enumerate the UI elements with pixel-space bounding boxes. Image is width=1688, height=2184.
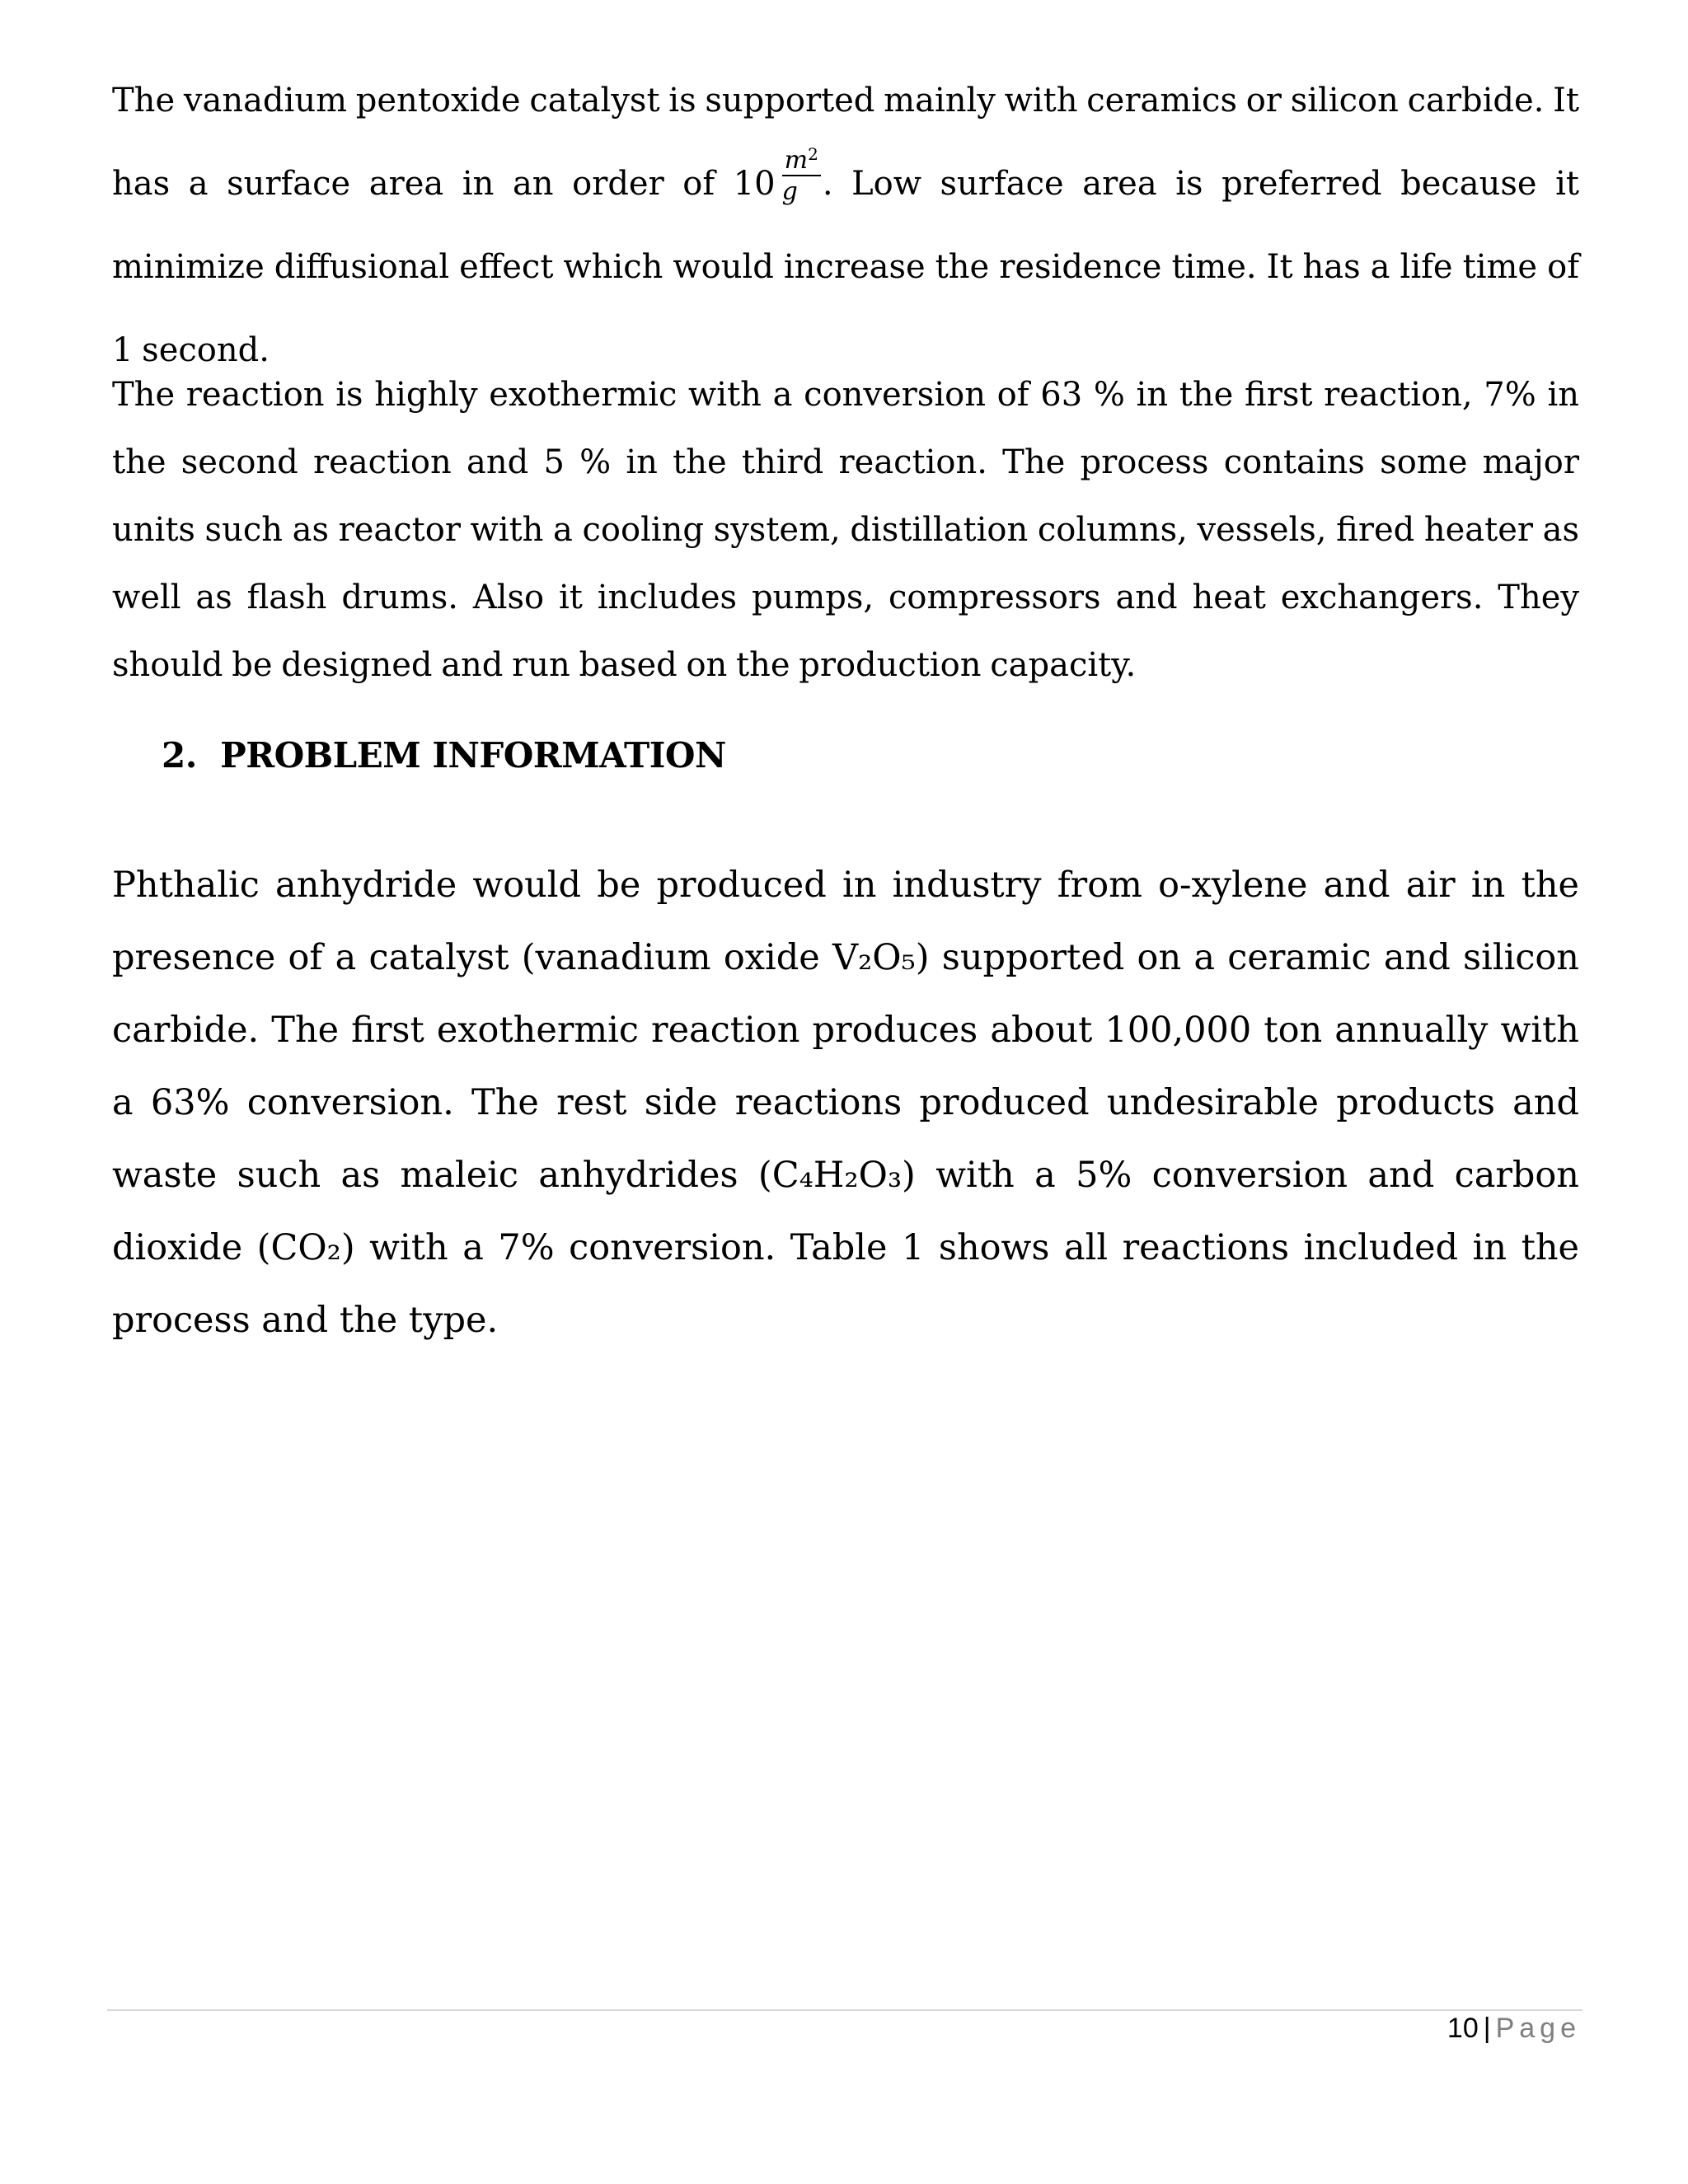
section-title: PROBLEM INFORMATION	[220, 735, 726, 776]
footer-divider	[107, 2009, 1582, 2011]
section-number: 2.	[162, 735, 197, 776]
paragraph-reaction: The reaction is highly exothermic with a conversion of 63 % in the first reaction, 7% in the second reaction and 5 % in the third reaction. The process contains some major units such as reactor with a cooling system, distillation columns, vessels, fired heater as well as flash drums. Also it includes pumps, compressors and heat exchangers. They should be designed and run based on the production capacity.	[112, 376, 1579, 684]
surface-area-unit-fraction	[781, 143, 821, 206]
fraction-denominator: g	[781, 176, 798, 206]
paragraph-catalyst	[112, 59, 1579, 392]
page-number: 10	[1447, 2013, 1479, 2044]
page-label: Page	[1495, 2013, 1581, 2044]
paragraph-catalyst-text-start: The vanadium pentoxide catalyst is supported mainly with ceramics or silicon carbide. It has a surface area in an order of 10	[112, 82, 1579, 203]
page-footer	[1447, 2013, 1581, 2045]
footer-separator: |	[1483, 2013, 1491, 2044]
section-heading	[162, 735, 726, 776]
paragraph-catalyst-text-end: . Low surface area is preferred because it minimize diffusional effect which would increase the residence time. It has a life time of 1 second.	[112, 165, 1580, 369]
paragraph-problem-information: Phthalic anhydride would be produced in industry from o-xylene and air in the presence of a catalyst (vanadium oxide V₂O₅) supported on a ceramic and silicon carbide. The first exothermic reaction produces about 100,000 ton annually with a 63% conversion. The rest side reactions produced undesirable products and waste such as maleic anhydrides (C₄H₂O₃) with a 5% conversion and carbon dioxide (CO₂) with a 7% conversion. Table 1 shows all reactions included in the process and the type.	[112, 865, 1579, 1341]
fraction-numerator: $m^2$	[782, 146, 821, 176]
